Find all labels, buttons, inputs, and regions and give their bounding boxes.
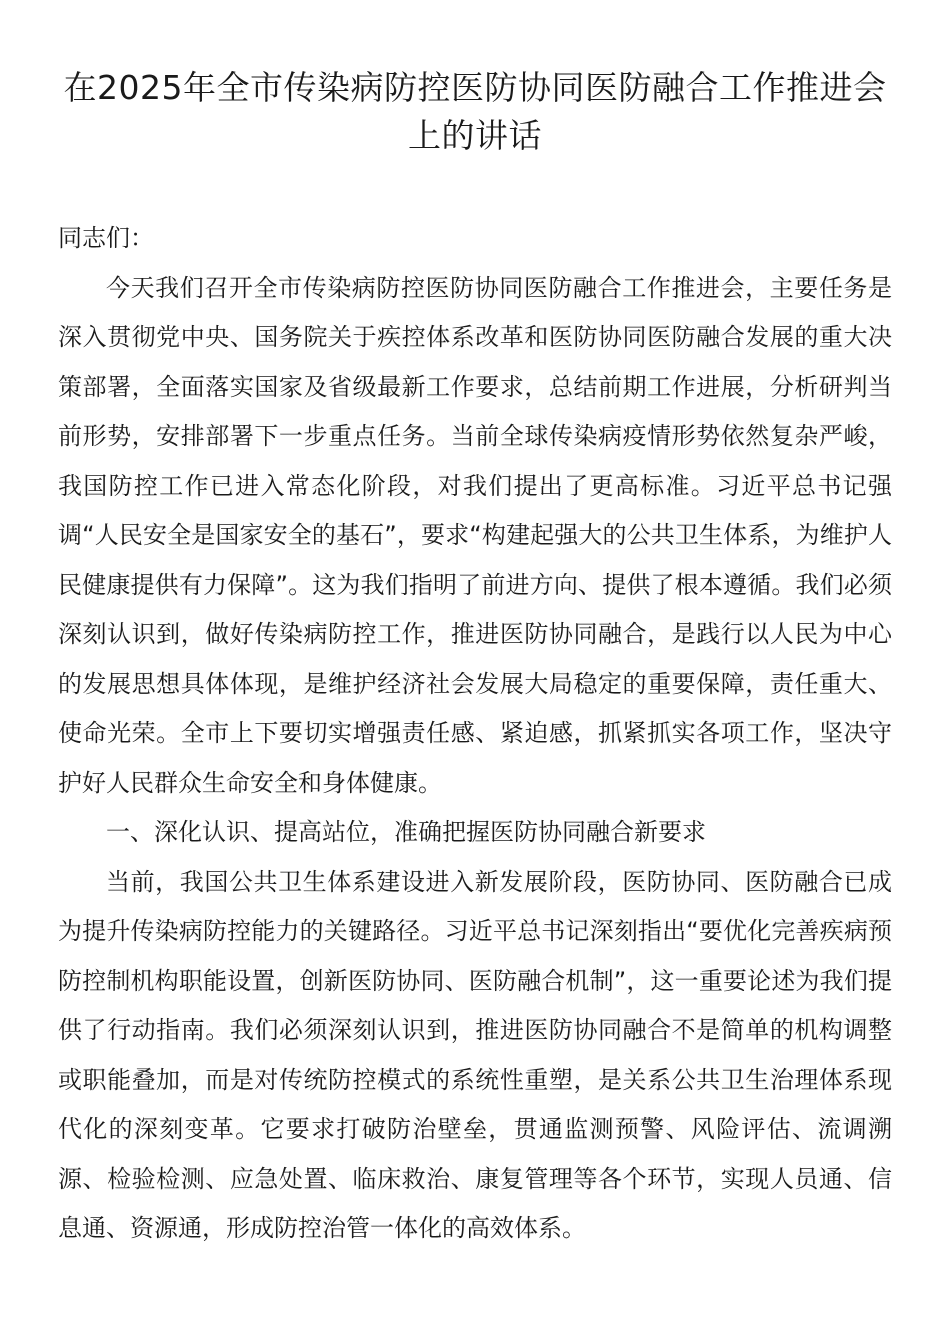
salutation: 同志们：: [58, 224, 154, 252]
paragraph-section-1: 当前，我国公共卫生体系建设进入新发展阶段，医防协同、医防融合已成为提升传染病防控能力的关键路径。习近平总书记深刻指出“要优化完善疾病预防控制机构职能设置，创新医防协同、医防融合机制”，这一重要论述为我们提供了行动指南。我们必须深刻认识到，推进医防协同融合不是简单的机构调整或职能叠加，而是对传统防控模式的系统性重塑，是关系公共卫生治理体系现代化的深刻变革。它要求打破防治壁垒，贯通监测预警、风险评估、流调溯源、检验检测、应急处置、临床救治、康复管理等各个环节，实现人员通、信息通、资源通，形成防控治管一体化的高效体系。: [58, 867, 892, 1242]
document-title: 在2025年全市传染病防控医防协同医防融合工作推进会上的讲话: [63, 68, 887, 155]
paragraph-intro: 今天我们召开全市传染病防控医防协同医防融合工作推进会，主要任务是深入贯彻党中央、国务院关于疾控体系改革和医防协同医防融合发展的重大决策部署，全面落实国家及省级最新工作要求，总结前期工作进展，分析研判当前形势，安排部署下一步重点任务。当前全球传染病疫情形势依然复杂严峻，我国防控工作已进入常态化阶段，对我们提出了更高标准。习近平总书记强调“人民安全是国家安全的基石”，要求“构建起强大的公共卫生体系，为维护人民健康提供有力保障”。这为我们指明了前进方向、提供了根本遵循。我们必须深刻认识到，做好传染病防控工作，推进医防协同融合，是践行以人民为中心的发展思想具体体现，是维护经济社会发展大局稳定的重要保障，责任重大、使命光荣。全市上下要切实增强责任感、紧迫感，抓紧抓实各项工作，坚决守护好人民群众生命安全和身体健康。: [58, 273, 892, 797]
section-heading-1: 一、深化认识、提高站位，准确把握医防协同融合新要求: [106, 818, 706, 846]
document-body: [58, 214, 892, 1254]
document-page: [58, 64, 892, 1254]
